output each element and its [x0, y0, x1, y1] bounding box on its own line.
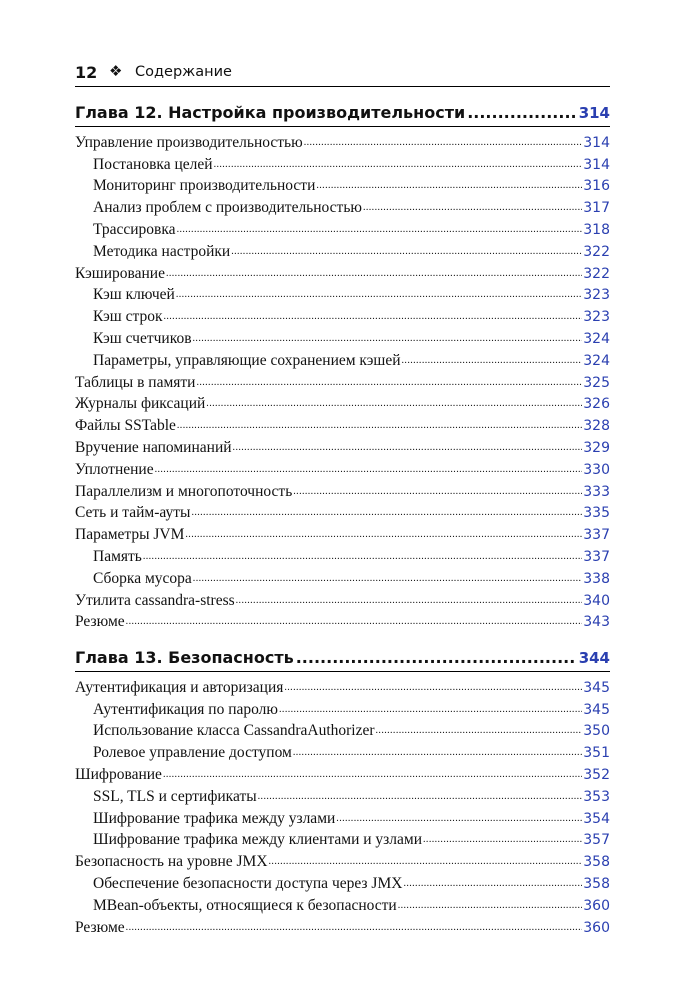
page-number: 12	[75, 63, 98, 82]
entry-title: Управление производительностью	[75, 133, 303, 151]
entry-title: Резюме	[75, 918, 125, 936]
entry-title: MBean-объекты, относящиеся к безопасности	[93, 896, 397, 914]
chapter-heading[interactable]	[75, 646, 610, 668]
dot-leader	[376, 723, 583, 739]
toc-entry[interactable]	[75, 502, 610, 524]
chapter-divider	[75, 671, 610, 672]
entry-title: Кэш ключей	[93, 286, 175, 304]
entry-page-number: 352	[583, 766, 610, 783]
toc-subentry[interactable]	[75, 829, 610, 851]
dot-leader	[231, 244, 582, 260]
dot-leader	[163, 309, 582, 325]
dot-leader	[214, 157, 583, 173]
dot-leader	[163, 767, 582, 783]
toc-entry[interactable]	[75, 850, 610, 872]
dot-leader	[304, 135, 583, 151]
toc-subentry[interactable]	[75, 218, 610, 240]
entry-page-number: 343	[583, 614, 610, 631]
entry-title: Утилита cassandra-stress	[75, 591, 235, 609]
dot-leader	[185, 527, 582, 543]
dot-leader	[363, 200, 582, 216]
entry-title: Трассировка	[93, 220, 176, 238]
entry-title: Резюме	[75, 613, 125, 631]
entry-title: Методика настройки	[93, 242, 231, 260]
entry-title: Кэш счетчиков	[93, 329, 192, 347]
entry-page-number: 314	[583, 134, 610, 151]
toc-entry[interactable]	[75, 589, 610, 611]
entry-page-number: 338	[583, 570, 610, 587]
entry-title: Кэш строк	[93, 308, 163, 326]
dot-leader	[236, 593, 583, 609]
toc-subentry[interactable]	[75, 240, 610, 262]
entry-title: Параллелизм и многопоточность	[75, 482, 293, 500]
dot-leader	[233, 440, 583, 456]
entry-title: Шифрование трафика между клиентами и узлами	[93, 831, 423, 849]
dot-leader	[177, 418, 582, 434]
entry-page-number: 325	[583, 374, 610, 391]
dot-leader	[467, 103, 577, 123]
running-head-title: Содержание	[135, 64, 232, 80]
toc-subentry[interactable]	[75, 175, 610, 197]
ornament-icon: ❖	[109, 62, 123, 80]
entry-page-number: 316	[583, 178, 610, 195]
chapter-title: Глава 13. Безопасность	[75, 648, 294, 667]
dot-leader	[196, 375, 582, 391]
toc-subentry[interactable]	[75, 305, 610, 327]
entry-page-number: 330	[583, 461, 610, 478]
entry-page-number: 314	[583, 156, 610, 173]
dot-leader	[336, 811, 582, 827]
entry-page-number: 345	[583, 679, 610, 696]
toc-subentry[interactable]	[75, 349, 610, 371]
entry-page-number: 335	[583, 505, 610, 522]
entry-page-number: 360	[583, 897, 610, 914]
entry-page-number: 337	[583, 527, 610, 544]
dot-leader	[296, 648, 577, 668]
toc-subentry[interactable]	[75, 741, 610, 763]
toc-subentry[interactable]	[75, 284, 610, 306]
entry-page-number: 357	[583, 832, 610, 849]
entry-page-number: 329	[583, 439, 610, 456]
toc-subentry[interactable]	[75, 720, 610, 742]
toc-entry[interactable]	[75, 414, 610, 436]
entry-page-number: 317	[583, 200, 610, 217]
toc-entry[interactable]	[75, 611, 610, 633]
entry-page-number: 358	[583, 875, 610, 892]
dot-leader	[206, 396, 582, 412]
entry-title: Аутентификация по паролю	[93, 700, 279, 718]
toc-entry[interactable]	[75, 262, 610, 284]
entry-page-number: 350	[583, 723, 610, 740]
dot-leader	[316, 178, 582, 194]
toc-subentry[interactable]	[75, 545, 610, 567]
entry-page-number: 354	[583, 810, 610, 827]
entry-title: Память	[93, 547, 142, 565]
entry-title: Анализ проблем с производительностью	[93, 199, 362, 217]
dot-leader	[402, 353, 583, 369]
toc-subentry[interactable]	[75, 894, 610, 916]
entry-page-number: 345	[583, 701, 610, 718]
entry-title: Шифрование	[75, 765, 162, 783]
dot-leader	[193, 331, 583, 347]
toc-entry[interactable]	[75, 916, 610, 938]
entry-page-number: 322	[583, 243, 610, 260]
chapter-heading[interactable]	[75, 101, 610, 123]
entry-page-number: 337	[583, 548, 610, 565]
entry-page-number: 333	[583, 483, 610, 500]
entry-title: Журналы фиксаций	[75, 395, 206, 413]
entry-page-number: 328	[583, 418, 610, 435]
entry-page-number: 326	[583, 396, 610, 413]
toc-subentry[interactable]	[75, 807, 610, 829]
entry-page-number: 323	[583, 309, 610, 326]
entry-title: Вручение напоминаний	[75, 438, 232, 456]
chapter-12	[75, 101, 610, 632]
dot-leader	[398, 898, 583, 914]
entry-title: Ролевое управление доступом	[93, 744, 292, 762]
dot-leader	[258, 789, 583, 805]
dot-leader	[126, 614, 583, 630]
entry-page-number: 322	[583, 265, 610, 282]
entry-page-number: 351	[583, 745, 610, 762]
toc-subentry[interactable]	[75, 785, 610, 807]
toc-entry[interactable]	[75, 523, 610, 545]
dot-leader	[269, 854, 583, 870]
dot-leader	[193, 571, 582, 587]
dot-leader	[166, 266, 582, 282]
dot-leader	[293, 484, 582, 500]
toc-subentry[interactable]	[75, 196, 610, 218]
entry-page-number: 358	[583, 854, 610, 871]
entry-page-number: 324	[583, 330, 610, 347]
toc-entry[interactable]	[75, 131, 610, 153]
dot-leader	[176, 287, 582, 303]
entry-title: Сборка мусора	[93, 569, 192, 587]
toc-subentry[interactable]	[75, 567, 610, 589]
entry-page-number: 360	[583, 919, 610, 936]
entry-title: Мониторинг производительности	[93, 177, 316, 195]
dot-leader	[403, 876, 582, 892]
entry-title: Сеть и тайм-ауты	[75, 504, 191, 522]
entry-page-number: 318	[583, 221, 610, 238]
dot-leader	[155, 462, 583, 478]
toc-subentry[interactable]	[75, 698, 610, 720]
chapter-divider	[75, 126, 610, 127]
entry-page-number: 340	[583, 592, 610, 609]
entry-title: Параметры JVM	[75, 526, 185, 544]
toc-entry[interactable]	[75, 393, 610, 415]
entry-title: Использование класса CassandraAuthorizer	[93, 722, 375, 740]
entry-title: Аутентификация и авторизация	[75, 678, 284, 696]
dot-leader	[423, 832, 582, 848]
toc-subentry[interactable]	[75, 872, 610, 894]
chapter-13	[75, 646, 610, 938]
entry-page-number: 353	[583, 788, 610, 805]
toc-entry[interactable]	[75, 371, 610, 393]
chapter-page-number: 344	[578, 649, 610, 667]
dot-leader	[284, 680, 582, 696]
toc-entry[interactable]	[75, 458, 610, 480]
entry-title: Файлы SSTable	[75, 417, 176, 435]
toc-entry[interactable]	[75, 676, 610, 698]
dot-leader	[143, 549, 582, 565]
chapter-page-number: 314	[578, 104, 610, 122]
entry-page-number: 323	[583, 287, 610, 304]
chapter-title: Глава 12. Настройка производительности	[75, 103, 466, 122]
entry-title: SSL, TLS и сертификаты	[93, 787, 257, 805]
entry-page-number: 324	[583, 352, 610, 369]
entry-title: Кэширование	[75, 264, 165, 282]
entry-title: Таблицы в памяти	[75, 373, 196, 391]
dot-leader	[126, 920, 583, 936]
toc-entry[interactable]	[75, 480, 610, 502]
entry-title: Параметры, управляющие сохранением кэшей	[93, 351, 401, 369]
toc-subentry[interactable]	[75, 153, 610, 175]
dot-leader	[191, 505, 582, 521]
entry-title: Безопасность на уровне JMX	[75, 853, 268, 871]
dot-leader	[177, 222, 583, 238]
dot-leader	[293, 745, 582, 761]
entry-title: Уплотнение	[75, 460, 154, 478]
toc-entry[interactable]	[75, 763, 610, 785]
entry-title: Постановка целей	[93, 155, 213, 173]
toc-subentry[interactable]	[75, 327, 610, 349]
toc-entry[interactable]	[75, 436, 610, 458]
entry-title: Обеспечение безопасности доступа через JMX	[93, 874, 403, 892]
running-head	[75, 62, 610, 87]
entry-title: Шифрование трафика между узлами	[93, 809, 336, 827]
dot-leader	[279, 702, 582, 718]
